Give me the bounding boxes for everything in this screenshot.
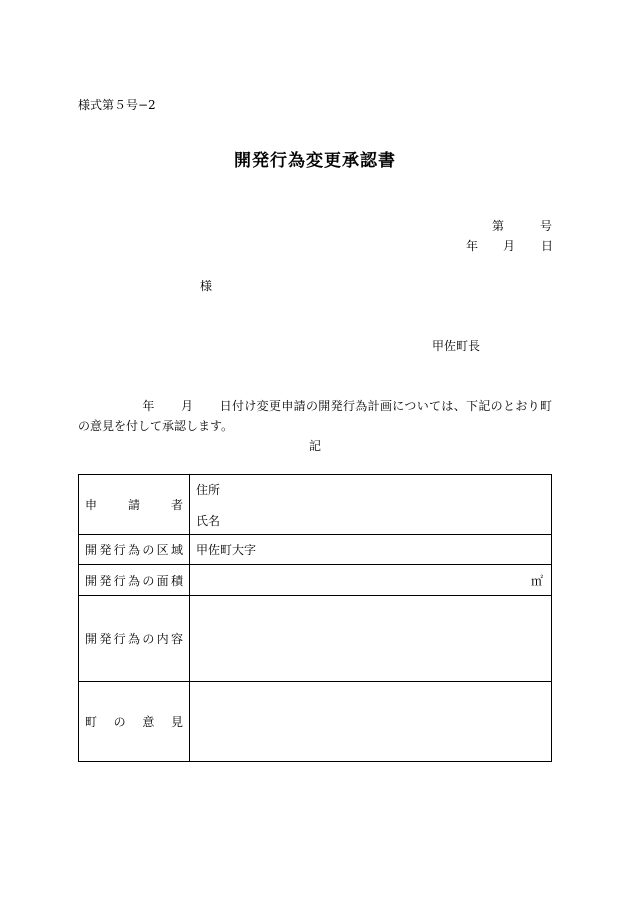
statement-text: 日付け変更申請の開発行為計画については、下記のとおり町の意見を付して承認します。: [78, 399, 552, 433]
date-day: 日: [541, 239, 554, 253]
form-number: 様式第５号−2: [78, 98, 156, 112]
statement-year: 年: [142, 399, 155, 413]
label-char: 為: [127, 632, 140, 646]
label-char: 見: [170, 715, 183, 729]
label-char: 行: [113, 632, 126, 646]
label-char: の: [113, 715, 126, 729]
content-value: [190, 596, 552, 682]
label-char: の: [142, 543, 155, 557]
size-row: [79, 565, 552, 596]
date-year: 年: [466, 239, 479, 253]
applicant-value-cell: [190, 475, 552, 535]
label-char: 内: [156, 632, 169, 646]
label-char: 発: [99, 632, 112, 646]
label-char: 町: [85, 715, 98, 729]
address-label: 住所: [196, 482, 221, 497]
area-label: [79, 535, 190, 565]
name-label: 氏名: [196, 513, 221, 528]
number-prefix: 第: [492, 219, 505, 233]
issuer-name: 甲佐町長: [432, 339, 481, 353]
label-char: の: [142, 632, 155, 646]
label-char: 開: [85, 543, 98, 557]
date-month: 月: [503, 239, 516, 253]
label-char: 発: [99, 543, 112, 557]
label-char: 請: [127, 498, 140, 512]
document-title: 開発行為変更承認書: [234, 151, 396, 171]
opinion-row: [79, 682, 552, 762]
applicant-row: [79, 475, 552, 535]
label-char: の: [142, 573, 155, 588]
label-char: 容: [170, 632, 183, 646]
label-char: 申: [85, 498, 98, 512]
area-row: [79, 535, 552, 565]
label-char: 開: [85, 573, 98, 588]
label-char: 行: [113, 573, 126, 588]
size-label: [79, 565, 190, 596]
label-char: 者: [170, 498, 183, 512]
approval-statement: [78, 396, 552, 436]
label-char: 発: [99, 573, 112, 588]
recipient-suffix: 様: [200, 279, 213, 293]
label-char: 為: [127, 573, 140, 588]
size-unit: ㎡: [190, 565, 552, 596]
label-char: 為: [127, 543, 140, 557]
label-char: 開: [85, 632, 98, 646]
label-char: 域: [170, 543, 183, 557]
label-char: 面: [156, 573, 169, 588]
content-label: [79, 596, 190, 682]
ki-marker: 記: [308, 439, 321, 453]
label-char: 意: [142, 715, 155, 729]
label-char: 行: [113, 543, 126, 557]
statement-month: 月: [180, 399, 194, 413]
opinion-value: [190, 682, 552, 762]
area-value: 甲佐町大字: [190, 535, 552, 565]
approval-table: [78, 474, 552, 762]
label-char: 積: [170, 573, 183, 588]
opinion-label: [79, 682, 190, 762]
content-row: [79, 596, 552, 682]
number-suffix: 号: [540, 219, 553, 233]
applicant-label: [79, 475, 190, 535]
label-char: 区: [156, 543, 169, 557]
